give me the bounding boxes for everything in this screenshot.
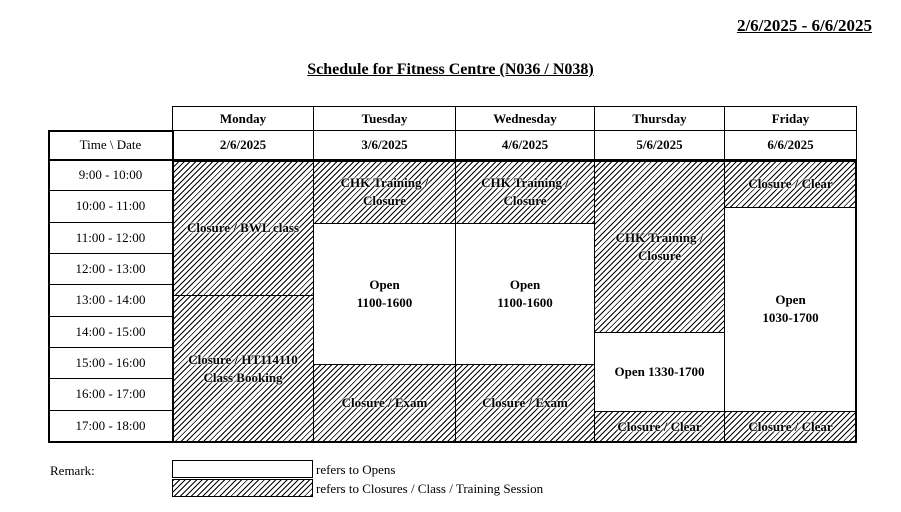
day-header-monday: Monday <box>172 106 314 131</box>
date-header-friday: 6/6/2025 <box>724 130 857 160</box>
date-header-thursday: 5/6/2025 <box>594 130 725 160</box>
block-label <box>341 174 429 210</box>
remark-label: Remark: <box>50 463 95 478</box>
block-label-line: Closure / Clear <box>617 418 702 434</box>
open-block-friday <box>724 207 857 412</box>
closure-block-friday <box>724 160 857 208</box>
block-label <box>748 418 832 436</box>
block-label <box>762 291 818 327</box>
time-slot: 16:00 - 17:00 <box>49 379 172 410</box>
block-label <box>616 229 704 265</box>
date-header-wednesday: 4/6/2025 <box>455 130 595 160</box>
day-header-friday: Friday <box>724 106 857 131</box>
closure-block-wednesday <box>455 160 595 224</box>
block-label <box>497 276 553 312</box>
block-label-line: Open <box>369 276 400 292</box>
date-header-monday: 2/6/2025 <box>172 130 314 160</box>
closure-block-monday <box>172 295 314 443</box>
block-label-line: Open <box>775 292 806 308</box>
time-slot: 17:00 - 18:00 <box>75 418 146 434</box>
closure-block-wednesday <box>455 364 595 443</box>
date-range: 2/6/2025 - 6/6/2025 <box>736 16 872 35</box>
block-label-line: Closure <box>362 192 407 208</box>
closure-block-thursday <box>594 411 725 443</box>
block-label-line: Open <box>509 276 541 292</box>
open-block-thursday <box>594 332 725 411</box>
closure-block-tuesday <box>313 364 456 443</box>
block-label-line: 1100-1600 <box>497 294 553 310</box>
block-label-line: CHK Training / <box>340 174 429 190</box>
page-title: Schedule for Fitness Centre (N036 / N038) <box>307 61 594 78</box>
block-label <box>748 175 832 193</box>
day-header-wednesday: Wednesday <box>455 106 595 131</box>
block-label-line: CHK Training / <box>481 174 569 190</box>
block-label <box>342 394 428 412</box>
block-label-line: CHK Training / <box>615 229 704 245</box>
block-label <box>188 351 298 387</box>
block-label-line: Closure <box>637 247 682 263</box>
legend-open-swatch <box>172 460 313 478</box>
time-slot: 12:00 - 13:00 <box>49 254 172 285</box>
block-label <box>481 174 569 210</box>
block-label <box>482 394 568 412</box>
closure-block-thursday <box>594 160 725 333</box>
block-label-line: Closure / HT114110 <box>188 351 298 367</box>
closure-block-tuesday <box>313 160 456 224</box>
block-label-line: Closure <box>503 192 547 208</box>
block-label-line: 1030-1700 <box>762 310 819 326</box>
block-label <box>357 276 413 312</box>
date-header-tuesday: 3/6/2025 <box>313 130 456 160</box>
open-block-tuesday <box>313 223 456 365</box>
block-label-line: Closure / Clear <box>748 418 833 434</box>
block-label-line: Closure / BWL class <box>186 219 300 235</box>
block-label-line: Open 1330-1700 <box>614 363 705 379</box>
block-label-line: Closure / Exam <box>482 395 568 411</box>
time-slot: 13:00 - 14:00 <box>49 285 172 316</box>
block-label <box>615 363 705 381</box>
time-slot: 10:00 - 11:00 <box>49 191 172 222</box>
day-header-tuesday: Tuesday <box>313 106 456 131</box>
time-slot: 9:00 - 10:00 <box>49 160 172 191</box>
legend-closure-swatch <box>172 479 313 497</box>
block-label-line: Class Booking <box>203 369 283 385</box>
block-label <box>187 219 299 237</box>
block-label-line: Closure / Exam <box>341 395 428 411</box>
block-label-line: Closure / Clear <box>748 176 833 191</box>
open-block-wednesday <box>455 223 595 365</box>
time-slot: 14:00 - 15:00 <box>49 317 172 348</box>
time-slot: 11:00 - 12:00 <box>49 223 172 254</box>
block-label-line: 1100-1600 <box>356 294 413 310</box>
time-slot: 15:00 - 16:00 <box>49 348 172 379</box>
corner-label: Time \ Date <box>48 130 173 160</box>
block-label <box>617 418 701 436</box>
day-header-thursday: Thursday <box>594 106 725 131</box>
legend-closure-text: refers to Closures / Class / Training Session <box>316 481 544 496</box>
closure-block-monday <box>172 160 314 296</box>
closure-block-friday <box>724 411 857 443</box>
legend-open-text: refers to Opens <box>316 462 396 477</box>
